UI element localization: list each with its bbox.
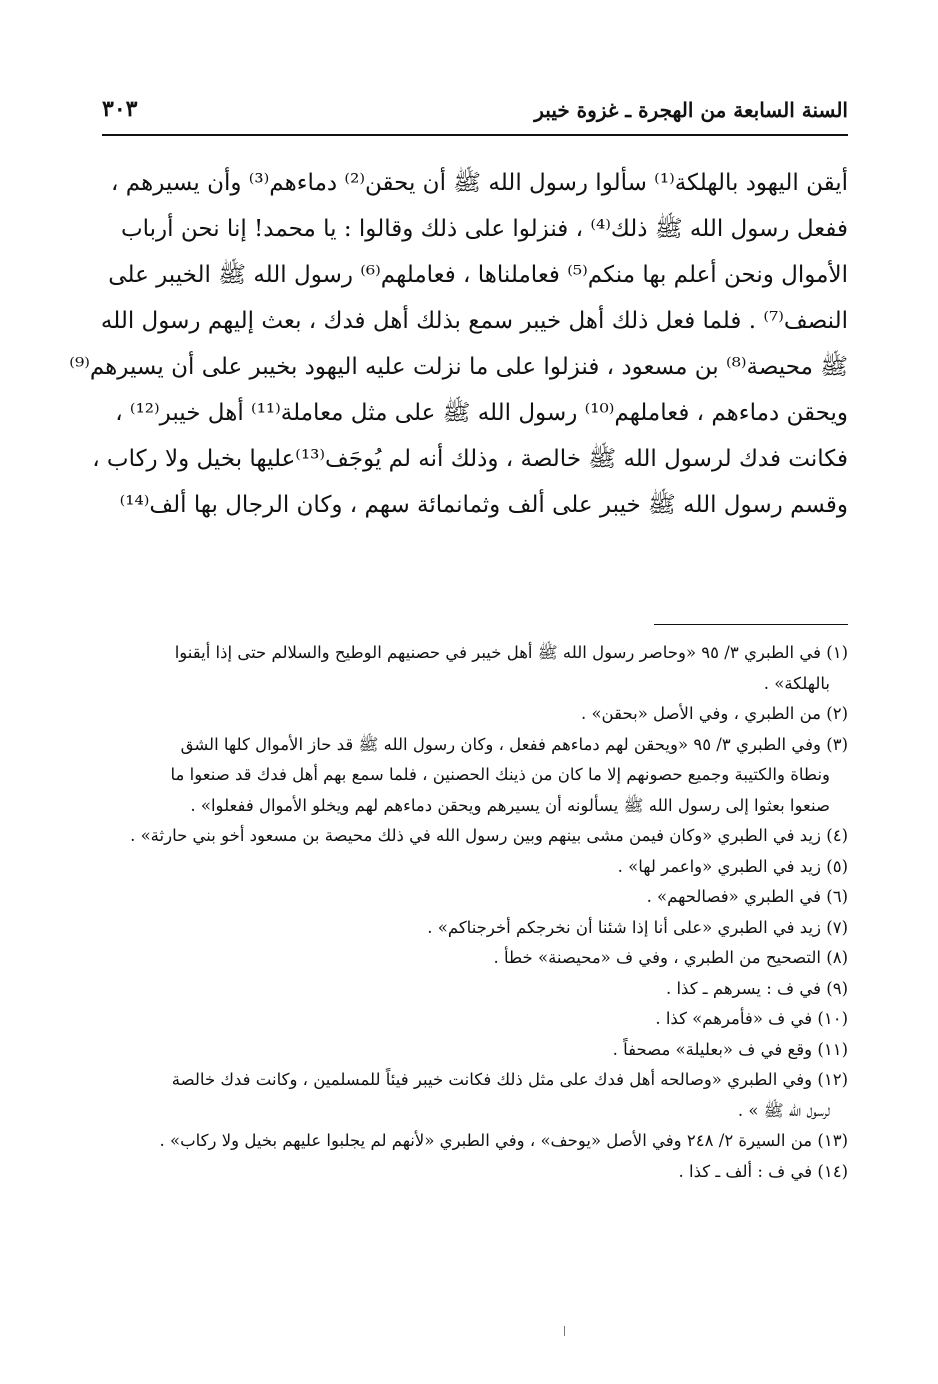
footnote-line: (٤) زيد في الطبري «وكان فيمن مشى بينهم وبين رسول الله في ذلك محيصة بن مسعود أخو بني حارثة» . [130,826,848,845]
footnote-line: بالهلكة» . [763,673,830,693]
page-header [102,92,848,136]
footnote-line: (٣) وفي الطبري ٣/ ٩٥ «ويحقن لهم دماءهم ففعل ، وكان رسول الله ﷺ قد حاز الأموال كلها الشق [180,734,848,754]
footnote-line: (١٤) في ف : ألف ـ كذا . [678,1161,848,1181]
footnote-line: (٢) من الطبري ، وفي الأصل «بحقن» . [580,704,848,723]
footnote-line: ونطاة والكتيبة وجميع حصونهم إلا ما كان من ذينك الحصنين ، فلما سمع بهم أهل فدك قد صنعوا ما [170,765,830,784]
footnote-line: (٦) في الطبري «فصالحهم» . [646,887,848,906]
running-title: السنة السابعة من الهجرة ـ غزوة خيبر [534,98,848,122]
footnote-line: (١٠) في ف «فأمرهم» كذا . [655,1009,848,1028]
main-text-line: أيقن اليهود بالهلكة⁽¹⁾ سألوا رسول الله ﷺ أن يحقن⁽²⁾ دماءهم⁽³⁾ وأن يسيرهم ، [111,170,848,196]
footnote-line: (١٢) وفي الطبري «وصالحه أهل فدك على مثل ذلك فكانت خيبر فيئاً للمسلمين ، وكانت فدك خالصة [171,1070,848,1089]
scan-mark [564,1326,565,1336]
main-text-line: وقسم رسول الله ﷺ خيبر على ألف وثمانمائة سهم ، وكان الرجال بها ألف⁽¹⁴⁾ [119,492,848,518]
footnote-line: (٧) زيد في الطبري «على أنا إذا شئنا أن نخرجكم أخرجناكم» . [427,917,848,937]
footnote-line: صنعوا بعثوا إلى رسول الله ﷺ يسألونه أن يسيرهم ويحقن دماءهم لهم ويخلو الأموال ففعلوا» . [190,795,830,815]
main-text-line: ويحقن دماءهم ، فعاملهم⁽¹⁰⁾ رسول الله ﷺ على مثل معاملة⁽¹¹⁾ أهل خيبر⁽¹²⁾ ، [115,400,848,426]
footnotes [100,638,848,1187]
main-text-line: فكانت فدك لرسول الله ﷺ خالصة ، وذلك أنه لم يُوجَف⁽¹³⁾عليها بخيل ولا ركاب ، [92,446,848,472]
page-number: ٣٠٣ [102,96,138,122]
footnote-separator [654,624,848,625]
main-text-line: ﷺ محيصة⁽⁸⁾ بن مسعود ، فنزلوا على ما نزلت عليه اليهود بخيبر على أن يسيرهم⁽⁹⁾ [69,354,848,380]
footnote-line: (٥) زيد في الطبري «واعمر لها» . [617,856,848,876]
main-text-line: النصف⁽⁷⁾ . فلما فعل ذلك أهل خيبر سمع بذلك أهل فدك ، بعث إليهم رسول الله [100,308,848,334]
main-text-line: الأموال ونحن أعلم بها منكم⁽⁵⁾ فعاملناها ، فعاملهم⁽⁶⁾ رسول الله ﷺ الخيبر على [108,262,848,288]
main-text [69,160,848,528]
footnote-line: لرسول الله ﷺ » . [737,1100,830,1120]
footnote-line: (٨) التصحيح من الطبري ، وفي ف «محيصنة» خطأ . [493,948,848,967]
footnote-line: (٩) في ف : يسرهم ـ كذا . [665,978,848,998]
footnote-line: (١٣) من السيرة ٢/ ٢٤٨ وفي الأصل «يوحف» ، وفي الطبري «لأنهم لم يجلبوا عليهم بخيل ولا ركاب» . [159,1131,848,1150]
main-text-line: ففعل رسول الله ﷺ ذلك⁽⁴⁾ ، فنزلوا على ذلك وقالوا : يا محمد! إنا نحن أرباب [121,216,848,242]
footnote-line: (١١) وقع في ف «بعليلة» مصحفاً . [612,1039,848,1059]
footnote-line: (١) في الطبري ٣/ ٩٥ «وحاصر رسول الله ﷺ أهل خيبر في حصنيهم الوطيح والسلالم حتى إذا أيقنوا [174,643,848,662]
